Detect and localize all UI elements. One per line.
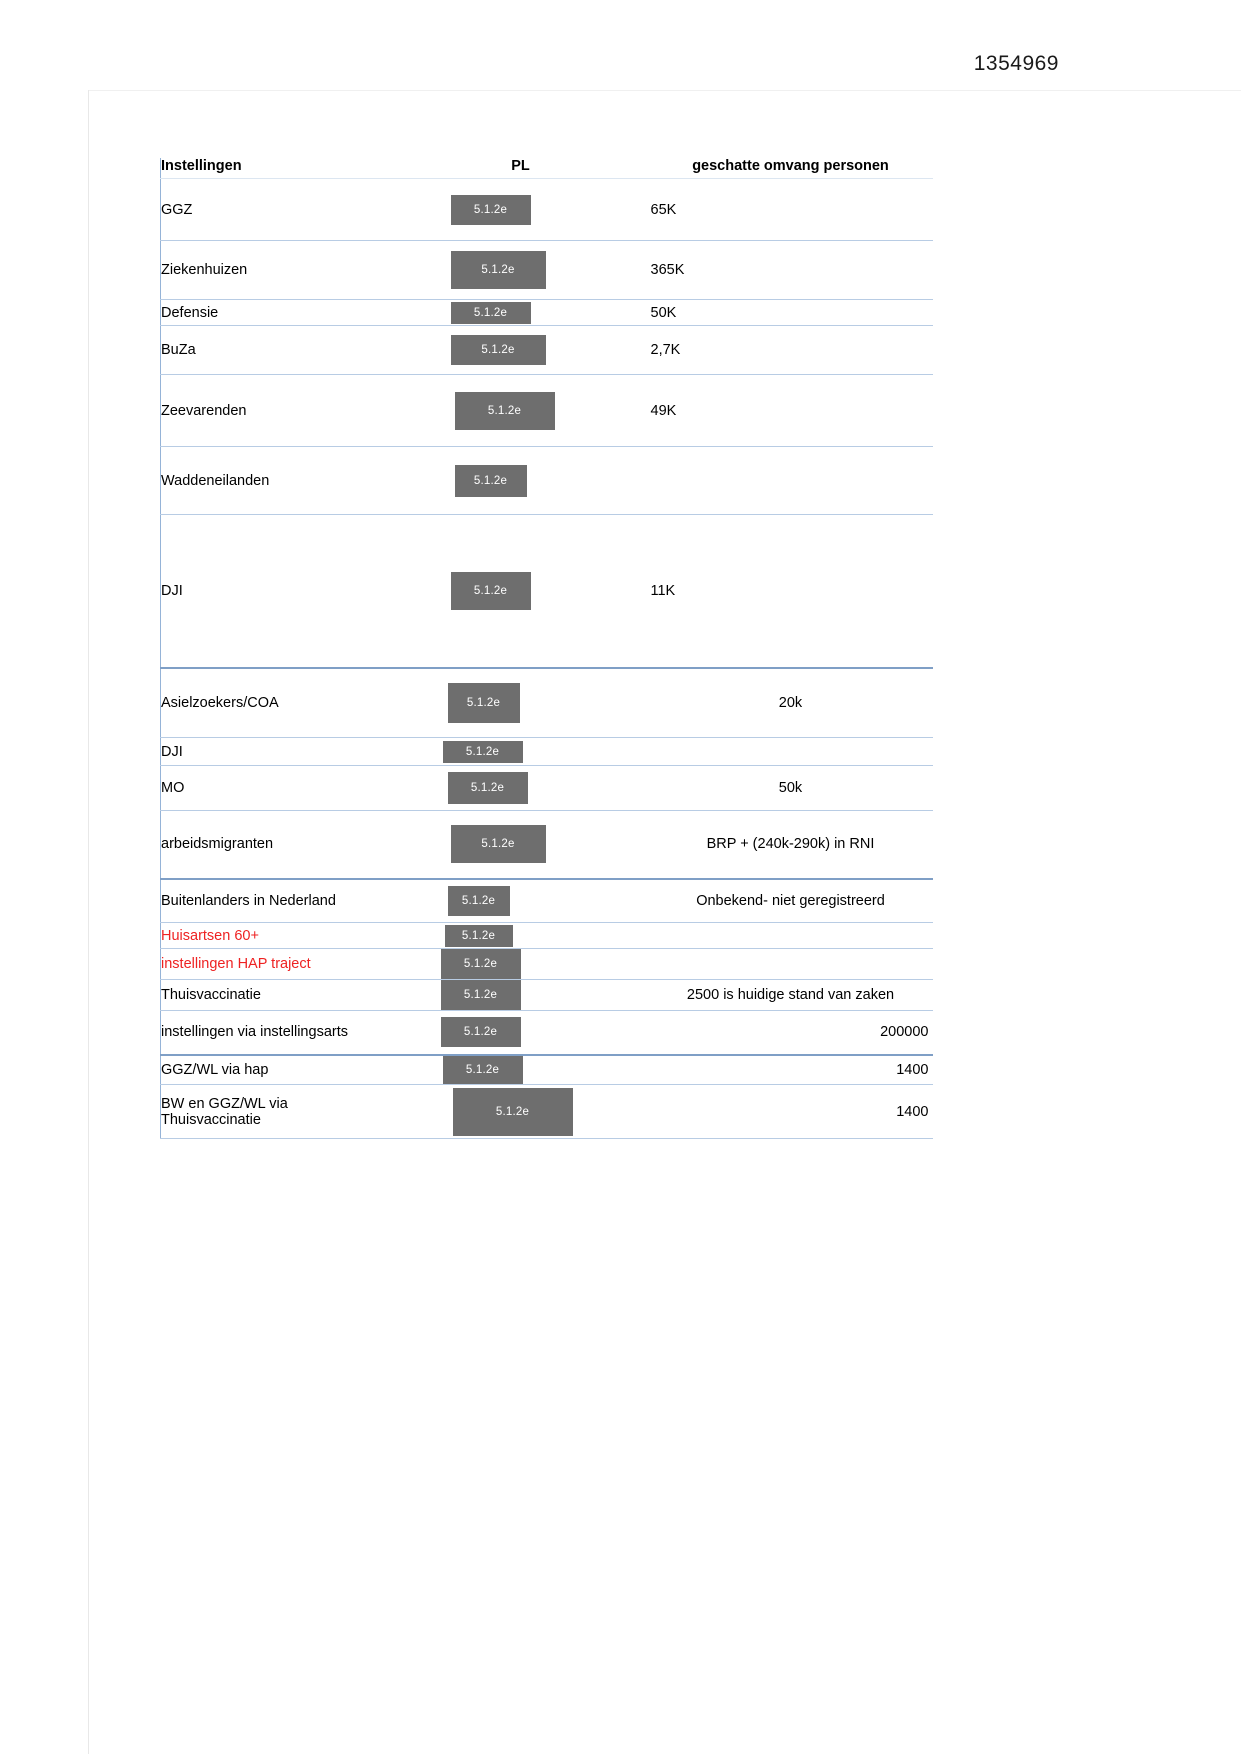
instelling-label: Defensie bbox=[161, 304, 219, 321]
omvang-value: 1400 bbox=[896, 1103, 929, 1120]
omvang-value: BRP + (240k-290k) in RNI bbox=[706, 836, 875, 853]
table-row bbox=[161, 668, 933, 738]
instelling-label: Thuisvaccinatie bbox=[161, 987, 261, 1003]
omvang-value: 2,7K bbox=[650, 342, 681, 358]
omvang-value: 1400 bbox=[896, 1061, 929, 1078]
instelling-label: Asielzoekers/COA bbox=[161, 694, 279, 711]
cell-omvang bbox=[651, 326, 933, 375]
instelling-label: arbeidsmigranten bbox=[161, 836, 274, 853]
institutions-table bbox=[160, 158, 932, 1139]
redaction-box: 5.1.2e bbox=[451, 572, 531, 610]
instelling-label: Huisartsen 60+ bbox=[161, 927, 259, 944]
cell-instelling bbox=[161, 879, 393, 923]
omvang-value: 50k bbox=[778, 780, 803, 796]
omvang-value: 50K bbox=[650, 304, 677, 321]
cell-pl bbox=[393, 949, 651, 980]
redaction-box: 5.1.2e bbox=[448, 683, 520, 723]
cell-omvang bbox=[651, 879, 933, 923]
cell-instelling bbox=[161, 179, 393, 241]
redaction-box: 5.1.2e bbox=[443, 741, 523, 763]
instelling-label: GGZ/WL via hap bbox=[161, 1061, 269, 1078]
document-number: 1354969 bbox=[973, 52, 1059, 75]
column-header-omvang: geschatte omvang personen bbox=[651, 158, 933, 179]
table-header-row bbox=[161, 158, 933, 179]
cell-instelling bbox=[161, 668, 393, 738]
redaction-box: 5.1.2e bbox=[451, 302, 531, 324]
table-row bbox=[161, 923, 933, 949]
redaction-box: 5.1.2e bbox=[453, 1088, 573, 1136]
table-row bbox=[161, 179, 933, 241]
instelling-label: Zeevarenden bbox=[161, 402, 247, 419]
omvang-value: 200000 bbox=[880, 1024, 929, 1041]
redaction-box: 5.1.2e bbox=[441, 980, 521, 1010]
cell-instelling bbox=[161, 766, 393, 811]
omvang-value: 49K bbox=[650, 402, 677, 419]
cell-pl bbox=[393, 923, 651, 949]
redaction-box: 5.1.2e bbox=[445, 925, 513, 947]
redaction-box: 5.1.2e bbox=[448, 772, 528, 804]
cell-instelling bbox=[161, 515, 393, 668]
cell-pl bbox=[393, 738, 651, 766]
instelling-label: instellingen via instellingsarts bbox=[161, 1024, 348, 1041]
cell-omvang bbox=[651, 515, 933, 668]
cell-omvang bbox=[651, 179, 933, 241]
cell-instelling bbox=[161, 738, 393, 766]
page-left-edge bbox=[88, 90, 89, 1754]
cell-instelling bbox=[161, 241, 393, 300]
instelling-label: instellingen HAP traject bbox=[161, 956, 311, 972]
cell-instelling bbox=[161, 949, 393, 980]
redaction-box: 5.1.2e bbox=[448, 886, 510, 916]
cell-omvang bbox=[651, 980, 933, 1011]
cell-omvang bbox=[651, 1055, 933, 1085]
cell-instelling bbox=[161, 1085, 393, 1139]
table-grid bbox=[160, 158, 933, 1139]
redaction-box: 5.1.2e bbox=[441, 1017, 521, 1047]
redaction-box: 5.1.2e bbox=[451, 251, 546, 289]
column-header-pl: PL bbox=[393, 158, 651, 179]
table-row bbox=[161, 766, 933, 811]
instelling-label: Waddeneilanden bbox=[161, 472, 270, 489]
table-row bbox=[161, 241, 933, 300]
omvang-value: 11K bbox=[650, 582, 676, 599]
cell-omvang bbox=[651, 766, 933, 811]
cell-pl bbox=[393, 300, 651, 326]
omvang-value: 2500 is huidige stand van zaken bbox=[686, 987, 895, 1003]
instelling-label: BuZa bbox=[161, 342, 196, 358]
cell-instelling bbox=[161, 326, 393, 375]
cell-omvang bbox=[651, 241, 933, 300]
instelling-label: MO bbox=[161, 780, 185, 796]
cell-instelling bbox=[161, 300, 393, 326]
cell-pl bbox=[393, 879, 651, 923]
cell-pl bbox=[393, 179, 651, 241]
cell-pl bbox=[393, 1085, 651, 1139]
table-row bbox=[161, 300, 933, 326]
cell-omvang bbox=[651, 949, 933, 980]
table-row bbox=[161, 980, 933, 1011]
cell-instelling bbox=[161, 1011, 393, 1055]
cell-omvang bbox=[651, 375, 933, 447]
redaction-box: 5.1.2e bbox=[451, 825, 546, 863]
table-row bbox=[161, 1055, 933, 1085]
cell-pl bbox=[393, 375, 651, 447]
table-row bbox=[161, 1011, 933, 1055]
cell-instelling bbox=[161, 980, 393, 1011]
cell-instelling bbox=[161, 375, 393, 447]
cell-omvang bbox=[651, 668, 933, 738]
table-row bbox=[161, 375, 933, 447]
cell-pl bbox=[393, 241, 651, 300]
cell-pl bbox=[393, 1055, 651, 1085]
cell-instelling bbox=[161, 811, 393, 879]
table-row bbox=[161, 326, 933, 375]
cell-omvang bbox=[651, 738, 933, 766]
table-row bbox=[161, 949, 933, 980]
cell-omvang bbox=[651, 447, 933, 515]
table-row bbox=[161, 738, 933, 766]
instelling-label: BW en GGZ/WL via Thuisvaccinatie bbox=[161, 1095, 288, 1128]
omvang-value: 365K bbox=[650, 262, 685, 278]
table-row bbox=[161, 515, 933, 668]
redaction-box: 5.1.2e bbox=[443, 1056, 523, 1084]
omvang-value: 65K bbox=[650, 201, 677, 218]
instelling-label: Buitenlanders in Nederland bbox=[161, 892, 336, 909]
cell-pl bbox=[393, 811, 651, 879]
cell-instelling bbox=[161, 923, 393, 949]
page-top-edge bbox=[88, 90, 1241, 91]
cell-instelling bbox=[161, 1055, 393, 1085]
redaction-box: 5.1.2e bbox=[451, 335, 546, 365]
cell-omvang bbox=[651, 923, 933, 949]
cell-omvang bbox=[651, 1011, 933, 1055]
table-row bbox=[161, 879, 933, 923]
cell-pl bbox=[393, 1011, 651, 1055]
cell-instelling bbox=[161, 447, 393, 515]
cell-pl bbox=[393, 668, 651, 738]
cell-pl bbox=[393, 515, 651, 668]
instelling-label: DJI bbox=[161, 582, 183, 599]
omvang-value: Onbekend- niet geregistreerd bbox=[696, 892, 885, 909]
column-header-instellingen: Instellingen bbox=[161, 158, 393, 179]
instelling-label: DJI bbox=[161, 743, 183, 760]
cell-pl bbox=[393, 326, 651, 375]
table-row bbox=[161, 447, 933, 515]
redaction-box: 5.1.2e bbox=[451, 195, 531, 225]
instelling-label: GGZ bbox=[161, 201, 193, 218]
cell-omvang bbox=[651, 811, 933, 879]
instelling-label: Ziekenhuizen bbox=[161, 262, 248, 278]
cell-omvang bbox=[651, 300, 933, 326]
redaction-box: 5.1.2e bbox=[441, 949, 521, 979]
cell-omvang bbox=[651, 1085, 933, 1139]
cell-pl bbox=[393, 766, 651, 811]
table-row bbox=[161, 811, 933, 879]
omvang-value: 20k bbox=[778, 694, 803, 711]
cell-pl bbox=[393, 447, 651, 515]
redaction-box: 5.1.2e bbox=[455, 392, 555, 430]
cell-pl bbox=[393, 980, 651, 1011]
table-row bbox=[161, 1085, 933, 1139]
redaction-box: 5.1.2e bbox=[455, 465, 527, 497]
